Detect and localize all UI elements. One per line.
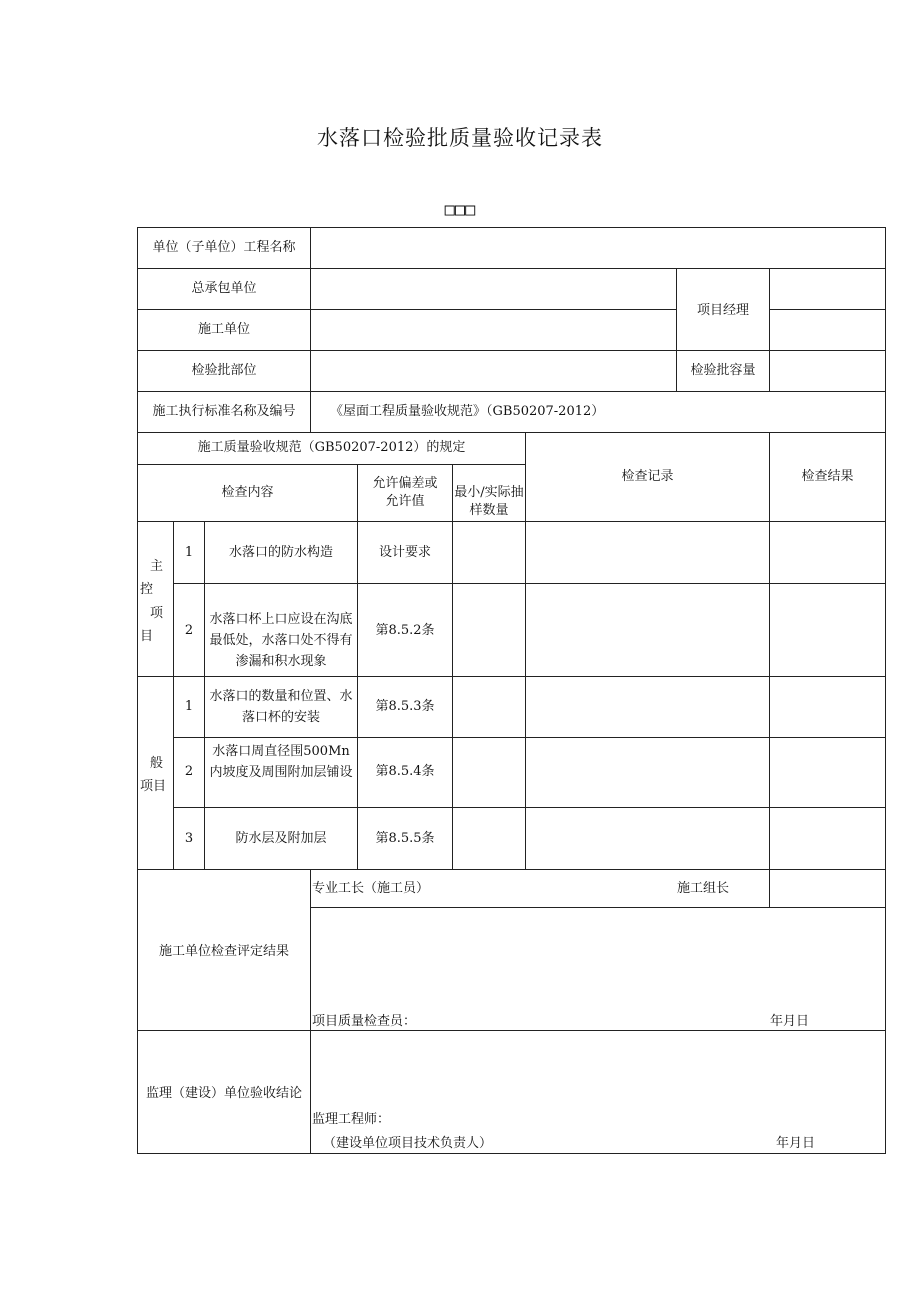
item-number: 2 [184, 623, 194, 638]
construction-check-label: 施工单位检查评定结果 [158, 944, 289, 959]
owner-representative-label: （建设单位项目技术负责人） [323, 1136, 493, 1151]
supervision-label: 监理（建设）单位验收结论 [145, 1086, 302, 1101]
check-result-header: 检查结果 [801, 469, 854, 484]
project-name-label: 单位（子单位）工程名称 [152, 240, 296, 255]
form-code: □□□ [444, 200, 476, 220]
standard-label: 施工执行标准名称及编号 [152, 404, 296, 419]
item-standard: 设计要求 [378, 545, 431, 560]
batch-capacity-label: 检验批容量 [690, 363, 756, 378]
item-number: 1 [184, 545, 194, 560]
supervising-engineer-label: 监理工程师： [312, 1112, 391, 1127]
item-number: 3 [184, 831, 194, 846]
project-manager-label: 项目经理 [696, 303, 749, 318]
tolerance-header: 允许偏差或允许值 [372, 476, 438, 509]
item-content: 水落口杯上口应设在沟底最低处，水落口处不得有渗漏和积水现象 [209, 612, 353, 669]
item-content: 水落口的数量和位置、水落口杯的安装 [209, 689, 353, 725]
quality-inspector-label: 项目质量检查员： [312, 1014, 417, 1029]
item-number: 2 [184, 764, 194, 779]
general-group-label-1: 般 [150, 756, 164, 771]
main-group-label-4: 目 [140, 629, 154, 644]
item-content: 防水层及附加层 [235, 831, 327, 846]
general-contractor-label: 总承包单位 [191, 281, 257, 296]
construction-date: 年月日 [770, 1014, 810, 1029]
sample-header: 最小/实际抽样数量 [454, 485, 524, 518]
supervision-date: 年月日 [776, 1136, 816, 1151]
item-standard: 第8.5.5条 [375, 831, 435, 846]
item-content: 水落口周直径围500Mn内坡度及周围附加层铺设 [209, 744, 353, 780]
construction-unit-label: 施工单位 [197, 322, 250, 337]
regulation-header: 施工质量验收规范（GB50207-2012）的规定 [197, 440, 466, 455]
main-group-label-1: 主 [150, 559, 164, 574]
main-group-label-3: 项 [150, 606, 164, 621]
batch-location-label: 检验批部位 [191, 363, 257, 378]
foreman-label: 专业工长（施工员） [312, 881, 430, 896]
check-record-header: 检查记录 [621, 469, 674, 484]
form-title: 水落口检验批质量验收记录表 [317, 126, 603, 150]
item-content: 水落口的防水构造 [228, 545, 333, 560]
standard-value: 《屋面工程质量验收规范》（GB50207-2012） [330, 404, 605, 419]
general-group-label-2: 项目 [140, 779, 167, 794]
team-leader-label: 施工组长 [677, 881, 730, 896]
check-content-header: 检查内容 [221, 485, 274, 500]
item-standard: 第8.5.3条 [375, 699, 435, 714]
main-group-label-2: 控 [140, 582, 154, 597]
item-standard: 第8.5.4条 [375, 764, 435, 779]
item-standard: 第8.5.2条 [375, 623, 435, 638]
item-number: 1 [184, 699, 194, 714]
